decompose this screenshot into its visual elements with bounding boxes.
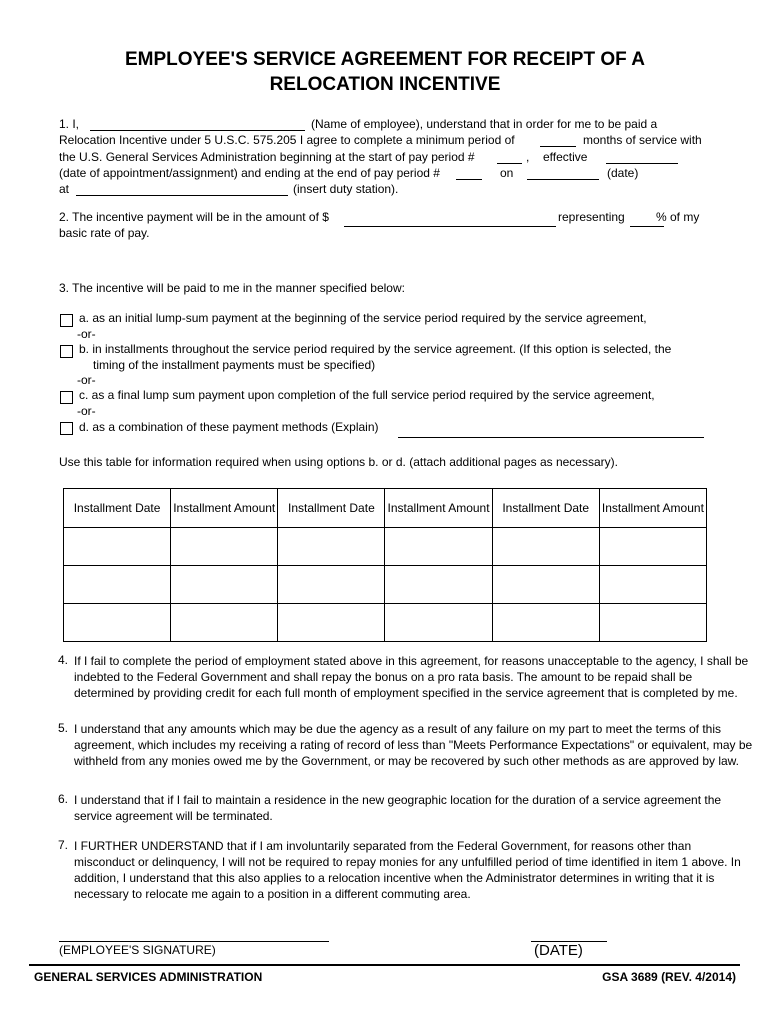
- table-row: [64, 528, 707, 566]
- item1-on: on: [500, 166, 514, 180]
- table-cell[interactable]: [171, 566, 278, 604]
- title-line-2: RELOCATION INCENTIVE: [269, 74, 501, 95]
- table-cell[interactable]: [278, 604, 385, 642]
- item5-text: I understand that any amounts which may be due the agency as a result of any failure on my part to meet the terms of this agreement, which includes my receiving a rating of record of less than "Meets Performance Expectations" or equivalent, may be withheld from any monies owed me by the Government, or may be recovered by such other methods as are approved by law.: [74, 722, 753, 768]
- effective-date-field[interactable]: [606, 163, 678, 164]
- option-a-label: a. as an initial lump-sum payment at the beginning of the service period required by the service agreement,: [79, 311, 647, 325]
- item6-text: I understand that if I fail to maintain a residence in the new geographic location for the duration of a service agreement the service agreement will be terminated.: [74, 793, 722, 823]
- installment-date-header: Installment Date: [64, 489, 171, 528]
- item1-date: (date): [607, 166, 639, 180]
- item1-line2b: months of service with: [583, 133, 702, 147]
- incentive-amount-field[interactable]: [344, 226, 556, 227]
- item2-representing: representing: [558, 210, 625, 224]
- installment-amount-header: Installment Amount: [599, 489, 706, 528]
- installment-date-header: Installment Date: [492, 489, 599, 528]
- table-cell[interactable]: [171, 528, 278, 566]
- or-separator: -or-: [77, 373, 96, 387]
- table-cell[interactable]: [599, 566, 706, 604]
- table-cell[interactable]: [64, 604, 171, 642]
- footer-agency: GENERAL SERVICES ADMINISTRATION: [34, 970, 263, 984]
- item1-start: 1. I,: [59, 117, 80, 131]
- option-c-checkbox[interactable]: [60, 391, 73, 404]
- table-cell[interactable]: [385, 528, 492, 566]
- table-cell[interactable]: [385, 604, 492, 642]
- table-row: [64, 604, 707, 642]
- item1-line4a: (date of appointment/assignment) and ending at the end of pay period #: [59, 166, 440, 180]
- item1-duty: (insert duty station).: [293, 182, 399, 196]
- footer-divider: [29, 964, 740, 966]
- or-separator: -or-: [77, 404, 96, 418]
- option-a-checkbox[interactable]: [60, 314, 73, 327]
- option-b-checkbox[interactable]: [60, 345, 73, 358]
- percent-field[interactable]: [630, 226, 664, 227]
- title-line-1: EMPLOYEE'S SERVICE AGREEMENT FOR RECEIPT OF A: [124, 49, 646, 70]
- employee-name-field[interactable]: [90, 130, 305, 131]
- installment-amount-header: Installment Amount: [385, 489, 492, 528]
- employee-signature-label: (EMPLOYEE'S SIGNATURE): [59, 943, 216, 957]
- item7-text: I FURTHER UNDERSTAND that if I am involuntarily separated from the Federal Government, for reasons other than misconduct or delinquency, I will not be required to repay monies for any unfulfilled period of time identified in item 1 above. In addition, I understand that this also applies to a relocation incentive when the Administrator determines in writing that it is necessary to relocate me again to a position in a different commuting area.: [74, 839, 741, 901]
- months-field[interactable]: [540, 146, 576, 147]
- item1-effective: effective: [543, 150, 588, 164]
- option-b-label-cont: timing of the installment payments must be specified): [93, 358, 376, 372]
- end-pay-period-field[interactable]: [456, 179, 482, 180]
- table-cell[interactable]: [385, 566, 492, 604]
- table-cell[interactable]: [64, 566, 171, 604]
- table-cell[interactable]: [492, 528, 599, 566]
- item5-number: 5.: [58, 721, 69, 735]
- item1-at: at: [59, 182, 70, 196]
- signature-date-label: (DATE): [534, 942, 583, 959]
- item2-start: 2. The incentive payment will be in the amount of $: [59, 210, 329, 224]
- installment-date-header: Installment Date: [278, 489, 385, 528]
- explain-field[interactable]: [398, 437, 704, 438]
- duty-station-field[interactable]: [76, 195, 288, 196]
- option-d-label: d. as a combination of these payment methods (Explain): [79, 420, 379, 434]
- start-pay-period-field[interactable]: [497, 163, 522, 164]
- item2-pct: % of my: [656, 210, 700, 224]
- table-cell[interactable]: [278, 566, 385, 604]
- or-separator: -or-: [77, 327, 96, 341]
- end-date-field[interactable]: [527, 179, 599, 180]
- option-c-label: c. as a final lump sum payment upon completion of the full service period required by the service agreement,: [79, 388, 655, 402]
- item1-line2a: Relocation Incentive under 5 U.S.C. 575.205 I agree to complete a minimum period of: [59, 133, 515, 147]
- table-cell[interactable]: [64, 528, 171, 566]
- installment-table: [63, 488, 707, 642]
- installment-amount-header: Installment Amount: [171, 489, 278, 528]
- option-d-checkbox[interactable]: [60, 422, 73, 435]
- table-cell[interactable]: [599, 528, 706, 566]
- item6-number: 6.: [58, 792, 69, 806]
- employee-signature-field[interactable]: [59, 941, 329, 942]
- table-row: [64, 566, 707, 604]
- item4-text: If I fail to complete the period of employment stated above in this agreement, for reasons unacceptable to the agency, I shall be indebted to the Federal Government and shall repay the bonus on a pro rata basis. The amount to be repaid shall be determined by providing credit for each full month of employment specified in the service agreement that is completed by me.: [74, 654, 749, 700]
- table-cell[interactable]: [171, 604, 278, 642]
- table-cell[interactable]: [492, 604, 599, 642]
- item1-comma: ,: [526, 150, 530, 164]
- table-note: Use this table for information required when using options b. or d. (attach additional pages as necessary).: [59, 455, 618, 469]
- item7-number: 7.: [58, 838, 69, 852]
- table-cell[interactable]: [599, 604, 706, 642]
- item1-line3a: the U.S. General Services Administration beginning at the start of pay period #: [59, 150, 475, 164]
- item3-intro: 3. The incentive will be paid to me in the manner specified below:: [59, 281, 405, 295]
- footer-form-number: GSA 3689 (REV. 4/2014): [602, 970, 736, 984]
- item4-number: 4.: [58, 653, 69, 667]
- item1-name-label: (Name of employee), understand that in order for me to be paid a: [311, 117, 658, 131]
- table-cell[interactable]: [492, 566, 599, 604]
- item2-line2: basic rate of pay.: [59, 226, 150, 240]
- option-b-label: b. in installments throughout the service period required by the service agreement. (If this option is selected, the: [79, 342, 672, 356]
- table-cell[interactable]: [278, 528, 385, 566]
